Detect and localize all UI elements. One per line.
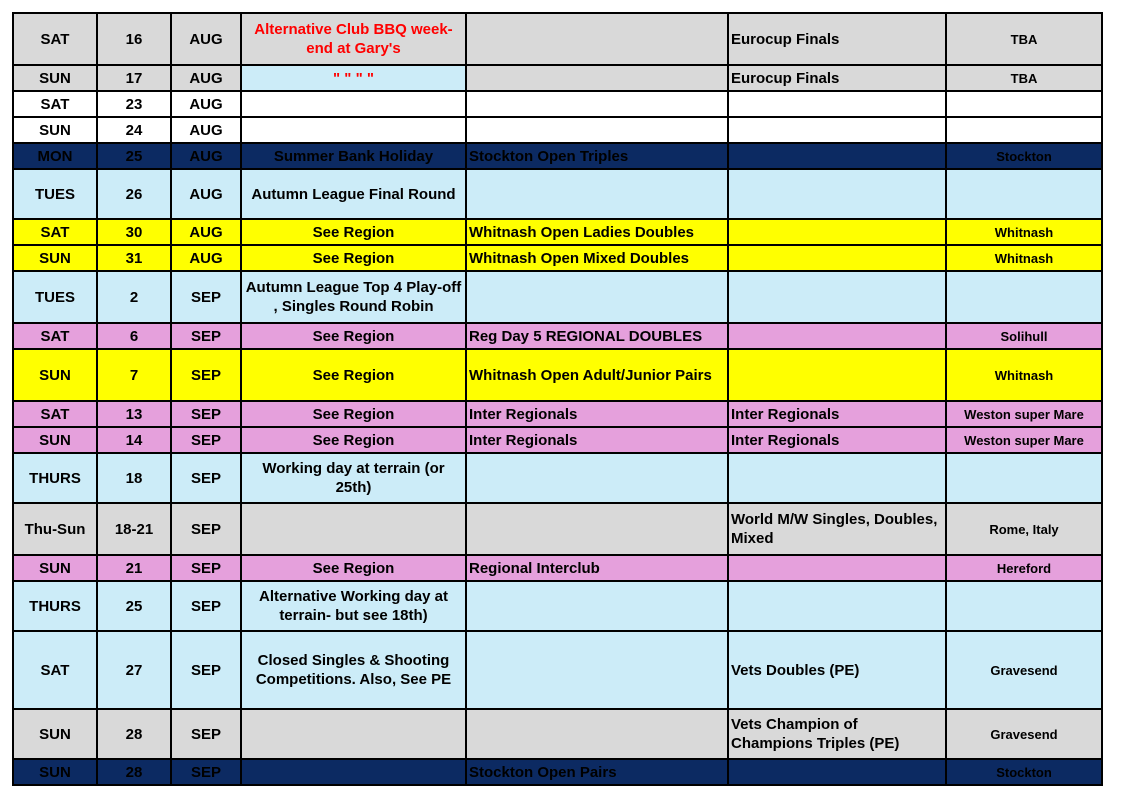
club-event-cell: Closed Singles & Shooting Competitions. Also, See PE <box>241 631 466 709</box>
national-event-cell <box>728 271 946 323</box>
table-row <box>13 427 1102 453</box>
club-event-cell: " " " " <box>241 65 466 91</box>
table-row <box>13 759 1102 785</box>
month-cell: AUG <box>171 65 241 91</box>
day-cell: SUN <box>13 555 97 581</box>
venue-cell: Stockton <box>946 143 1102 169</box>
month-cell: SEP <box>171 759 241 785</box>
date-cell: 13 <box>97 401 171 427</box>
club-event-cell: See Region <box>241 401 466 427</box>
month-cell: SEP <box>171 709 241 759</box>
club-event-cell: See Region <box>241 349 466 401</box>
table-row <box>13 401 1102 427</box>
day-cell: SUN <box>13 65 97 91</box>
region-event-cell <box>466 631 728 709</box>
venue-cell <box>946 91 1102 117</box>
date-cell: 30 <box>97 219 171 245</box>
national-event-cell <box>728 759 946 785</box>
day-cell: SAT <box>13 13 97 65</box>
day-cell: SUN <box>13 349 97 401</box>
club-event-cell <box>241 503 466 555</box>
region-event-cell <box>466 13 728 65</box>
region-event-cell: Reg Day 5 REGIONAL DOUBLES <box>466 323 728 349</box>
venue-cell <box>946 581 1102 631</box>
day-cell: SUN <box>13 759 97 785</box>
table-row <box>13 219 1102 245</box>
month-cell: AUG <box>171 143 241 169</box>
club-event-cell: Summer Bank Holiday <box>241 143 466 169</box>
day-cell: TUES <box>13 271 97 323</box>
venue-cell: Gravesend <box>946 709 1102 759</box>
date-cell: 18 <box>97 453 171 503</box>
date-cell: 26 <box>97 169 171 219</box>
date-cell: 25 <box>97 581 171 631</box>
day-cell: SUN <box>13 427 97 453</box>
date-cell: 23 <box>97 91 171 117</box>
venue-cell: TBA <box>946 65 1102 91</box>
venue-cell: Whitnash <box>946 245 1102 271</box>
club-event-cell: See Region <box>241 427 466 453</box>
national-event-cell: Vets Doubles (PE) <box>728 631 946 709</box>
month-cell: SEP <box>171 555 241 581</box>
day-cell: SUN <box>13 709 97 759</box>
month-cell: SEP <box>171 349 241 401</box>
club-event-cell: See Region <box>241 245 466 271</box>
region-event-cell <box>466 271 728 323</box>
national-event-cell <box>728 91 946 117</box>
venue-cell: Rome, Italy <box>946 503 1102 555</box>
region-event-cell <box>466 65 728 91</box>
month-cell: AUG <box>171 219 241 245</box>
date-cell: 24 <box>97 117 171 143</box>
date-cell: 6 <box>97 323 171 349</box>
table-row <box>13 349 1102 401</box>
month-cell: SEP <box>171 401 241 427</box>
date-cell: 28 <box>97 759 171 785</box>
club-event-cell <box>241 759 466 785</box>
venue-cell <box>946 453 1102 503</box>
table-row <box>13 631 1102 709</box>
day-cell: SAT <box>13 323 97 349</box>
national-event-cell <box>728 117 946 143</box>
day-cell: TUES <box>13 169 97 219</box>
national-event-cell <box>728 169 946 219</box>
date-cell: 14 <box>97 427 171 453</box>
national-event-cell: Eurocup Finals <box>728 13 946 65</box>
day-cell: THURS <box>13 453 97 503</box>
national-event-cell <box>728 323 946 349</box>
month-cell: AUG <box>171 117 241 143</box>
table-row <box>13 143 1102 169</box>
national-event-cell: Vets Champion of Champions Triples (PE) <box>728 709 946 759</box>
table-row <box>13 169 1102 219</box>
venue-cell: Solihull <box>946 323 1102 349</box>
month-cell: SEP <box>171 581 241 631</box>
club-event-cell: Working day at terrain (or 25th) <box>241 453 466 503</box>
venue-cell <box>946 169 1102 219</box>
table-row <box>13 323 1102 349</box>
venue-cell: TBA <box>946 13 1102 65</box>
date-cell: 31 <box>97 245 171 271</box>
club-event-cell <box>241 709 466 759</box>
day-cell: SUN <box>13 245 97 271</box>
club-event-cell: Alternative Working day at terrain- but see 18th) <box>241 581 466 631</box>
national-event-cell <box>728 143 946 169</box>
date-cell: 28 <box>97 709 171 759</box>
club-event-cell: Autumn League Top 4 Play-off , Singles Round Robin <box>241 271 466 323</box>
region-event-cell: Inter Regionals <box>466 401 728 427</box>
national-event-cell <box>728 245 946 271</box>
table-row <box>13 709 1102 759</box>
club-event-cell <box>241 91 466 117</box>
month-cell: SEP <box>171 271 241 323</box>
table-row <box>13 91 1102 117</box>
date-cell: 18-21 <box>97 503 171 555</box>
day-cell: SAT <box>13 91 97 117</box>
month-cell: AUG <box>171 13 241 65</box>
club-event-cell: See Region <box>241 323 466 349</box>
club-event-cell: See Region <box>241 555 466 581</box>
date-cell: 2 <box>97 271 171 323</box>
region-event-cell: Stockton Open Pairs <box>466 759 728 785</box>
region-event-cell <box>466 169 728 219</box>
venue-cell: Stockton <box>946 759 1102 785</box>
national-event-cell <box>728 555 946 581</box>
national-event-cell: World M/W Singles, Doubles, Mixed <box>728 503 946 555</box>
region-event-cell: Stockton Open Triples <box>466 143 728 169</box>
venue-cell: Whitnash <box>946 219 1102 245</box>
national-event-cell <box>728 349 946 401</box>
fixtures-body <box>13 13 1102 785</box>
region-event-cell: Whitnash Open Mixed Doubles <box>466 245 728 271</box>
table-row <box>13 245 1102 271</box>
national-event-cell: Inter Regionals <box>728 427 946 453</box>
venue-cell: Hereford <box>946 555 1102 581</box>
date-cell: 16 <box>97 13 171 65</box>
region-event-cell <box>466 581 728 631</box>
region-event-cell: Regional Interclub <box>466 555 728 581</box>
region-event-cell <box>466 503 728 555</box>
day-cell: SAT <box>13 631 97 709</box>
venue-cell <box>946 117 1102 143</box>
table-row <box>13 555 1102 581</box>
region-event-cell <box>466 117 728 143</box>
table-row <box>13 117 1102 143</box>
month-cell: AUG <box>171 169 241 219</box>
month-cell: SEP <box>171 631 241 709</box>
day-cell: THURS <box>13 581 97 631</box>
region-event-cell: Inter Regionals <box>466 427 728 453</box>
table-row <box>13 271 1102 323</box>
table-row <box>13 65 1102 91</box>
region-event-cell: Whitnash Open Adult/Junior Pairs <box>466 349 728 401</box>
club-event-cell <box>241 117 466 143</box>
day-cell: SAT <box>13 401 97 427</box>
fixtures-table <box>12 12 1103 786</box>
date-cell: 25 <box>97 143 171 169</box>
table-row <box>13 581 1102 631</box>
national-event-cell: Inter Regionals <box>728 401 946 427</box>
date-cell: 7 <box>97 349 171 401</box>
venue-cell: Weston super Mare <box>946 401 1102 427</box>
venue-cell: Whitnash <box>946 349 1102 401</box>
national-event-cell: Eurocup Finals <box>728 65 946 91</box>
month-cell: SEP <box>171 503 241 555</box>
club-event-cell: See Region <box>241 219 466 245</box>
day-cell: SAT <box>13 219 97 245</box>
table-row <box>13 503 1102 555</box>
region-event-cell <box>466 453 728 503</box>
club-event-cell: Alternative Club BBQ week-end at Gary's <box>241 13 466 65</box>
club-event-cell: Autumn League Final Round <box>241 169 466 219</box>
table-row <box>13 453 1102 503</box>
date-cell: 21 <box>97 555 171 581</box>
table-row <box>13 13 1102 65</box>
venue-cell: Gravesend <box>946 631 1102 709</box>
day-cell: Thu-Sun <box>13 503 97 555</box>
month-cell: SEP <box>171 427 241 453</box>
region-event-cell <box>466 709 728 759</box>
date-cell: 27 <box>97 631 171 709</box>
region-event-cell: Whitnash Open Ladies Doubles <box>466 219 728 245</box>
day-cell: MON <box>13 143 97 169</box>
month-cell: AUG <box>171 91 241 117</box>
day-cell: SUN <box>13 117 97 143</box>
month-cell: SEP <box>171 453 241 503</box>
month-cell: SEP <box>171 323 241 349</box>
date-cell: 17 <box>97 65 171 91</box>
national-event-cell <box>728 581 946 631</box>
national-event-cell <box>728 453 946 503</box>
venue-cell <box>946 271 1102 323</box>
region-event-cell <box>466 91 728 117</box>
month-cell: AUG <box>171 245 241 271</box>
national-event-cell <box>728 219 946 245</box>
venue-cell: Weston super Mare <box>946 427 1102 453</box>
